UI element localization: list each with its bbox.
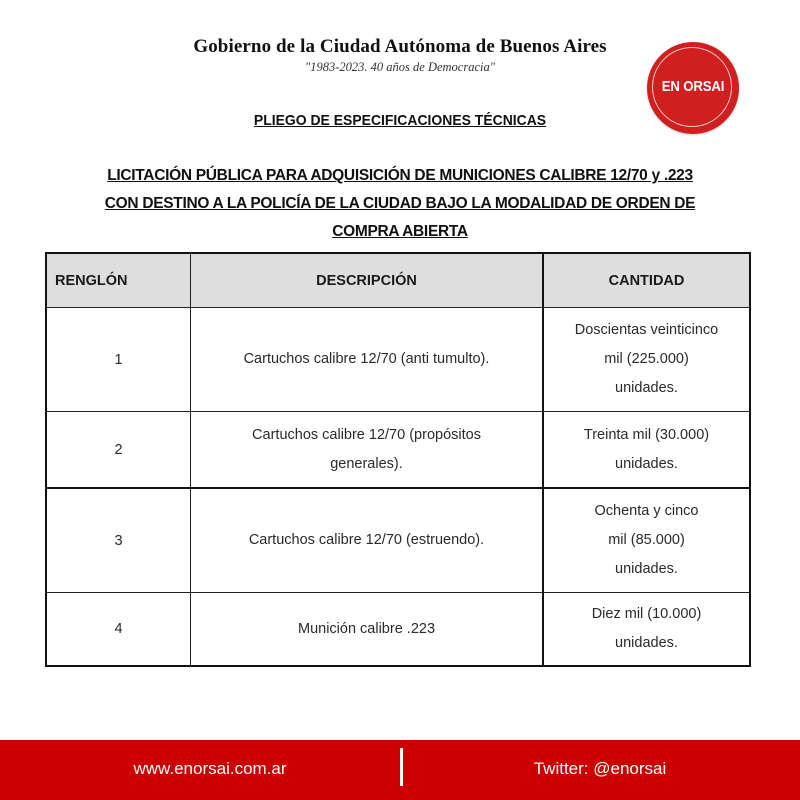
quantity-line: Diez mil (10.000) — [591, 606, 702, 622]
cell-cantidad — [543, 308, 750, 412]
quantity-line: unidades. — [615, 561, 678, 577]
table-header-row — [46, 253, 750, 308]
cell-cantidad — [543, 488, 750, 593]
table-row — [46, 412, 750, 489]
website-link[interactable]: www.enorsai.com.ar — [133, 759, 287, 778]
cell-renglon: 1 — [46, 308, 191, 412]
tender-line: LICITACIÓN PÚBLICA PARA ADQUISICIÓN DE MUNICIONES CALIBRE 12/70 y .223 — [107, 167, 693, 184]
cell-cantidad — [543, 593, 750, 667]
cell-descripcion — [191, 593, 544, 667]
quantity-line: Treinta mil (30.000) — [583, 426, 710, 443]
document-title: PLIEGO DE ESPECIFICACIONES TÉCNICAS — [253, 112, 547, 129]
cell-descripcion — [191, 308, 544, 412]
specifications-table — [45, 252, 751, 667]
table-row — [46, 593, 750, 667]
footer-bar — [0, 740, 800, 800]
table-row — [46, 308, 750, 412]
cell-descripcion — [191, 488, 544, 593]
quantity-line: Doscientas veinticinco — [574, 322, 719, 338]
tender-line: COMPRA ABIERTA — [332, 223, 468, 240]
header-descripcion: DESCRIPCIÓN — [191, 253, 544, 308]
government-motto: "1983-2023. 40 años de Democracia" — [305, 60, 495, 74]
logo-text: EN ORSAI — [661, 78, 725, 95]
description-line: generales). — [330, 455, 403, 472]
description-line: Cartuchos calibre 12/70 (propósitos — [252, 426, 481, 443]
description-line: Munición calibre .223 — [297, 620, 436, 637]
footer-divider — [400, 748, 403, 786]
table-row — [46, 488, 750, 593]
cell-renglon: 3 — [46, 488, 191, 593]
tender-title — [50, 162, 750, 246]
government-title: Gobierno de la Ciudad Autónoma de Buenos Aires — [193, 36, 607, 57]
description-line: Cartuchos calibre 12/70 (anti tumulto). — [243, 351, 490, 367]
quantity-line: unidades. — [615, 635, 678, 651]
cell-cantidad — [543, 412, 750, 489]
quantity-line: unidades. — [615, 380, 678, 396]
cell-descripcion — [191, 412, 544, 489]
tender-line: CON DESTINO A LA POLICÍA DE LA CIUDAD BAJO LA MODALIDAD DE ORDEN DE — [104, 195, 696, 212]
quantity-line: mil (85.000) — [608, 532, 685, 548]
twitter-handle[interactable]: Twitter: @enorsai — [533, 759, 667, 778]
header-cantidad: CANTIDAD — [543, 253, 750, 308]
quantity-line: Ochenta y cinco — [594, 503, 699, 519]
quantity-line: unidades. — [615, 455, 678, 472]
cell-renglon: 4 — [46, 593, 191, 667]
quantity-line: mil (225.000) — [604, 351, 689, 367]
cell-renglon: 2 — [46, 412, 191, 489]
description-line: Cartuchos calibre 12/70 (estruendo). — [248, 532, 485, 548]
header-renglon: RENGLÓN — [46, 253, 191, 308]
